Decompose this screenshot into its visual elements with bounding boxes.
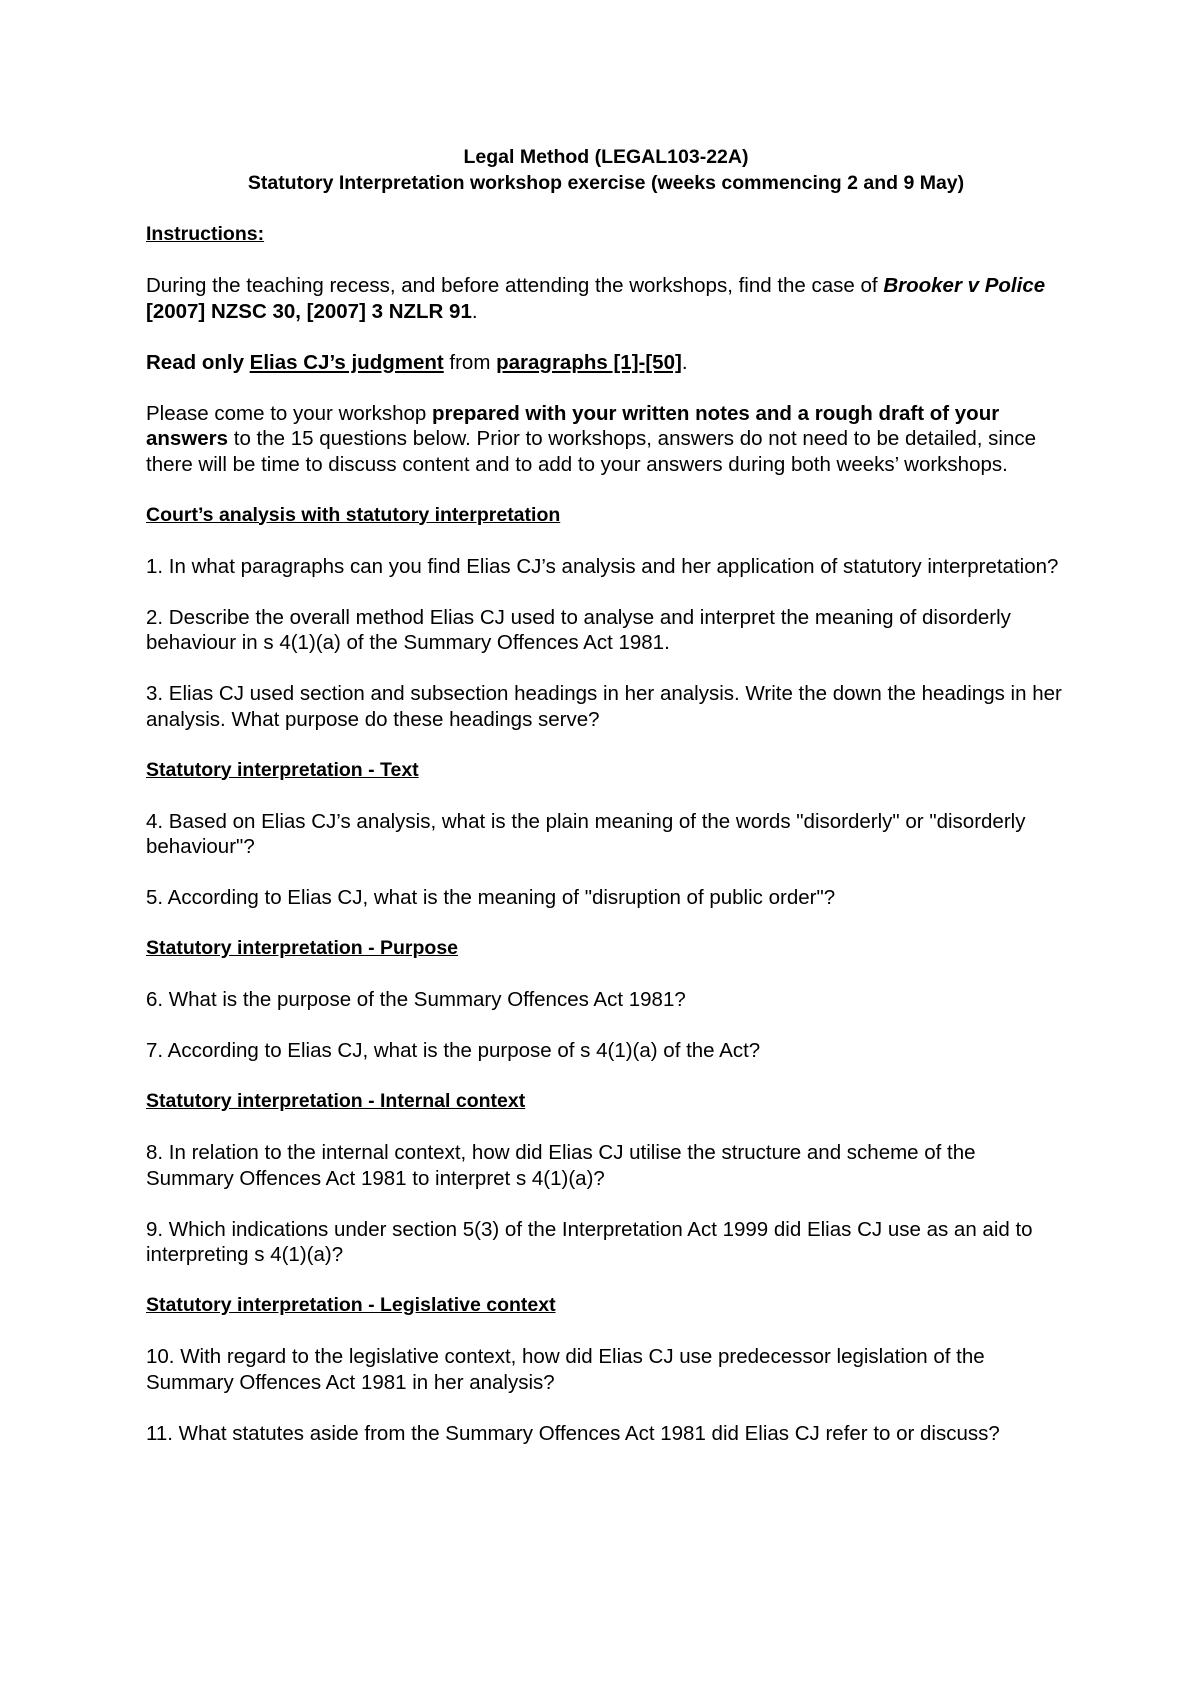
intro-paragraph-case (146, 273, 1066, 324)
preparation-text-end: to the 15 questions below. Prior to workshops, answers do not need to be detailed, since there will be time to discuss content and to add to your answers during both weeks’ workshops. (146, 427, 1037, 476)
question-item: 7. According to Elias CJ, what is the purpose of s 4(1)(a) of the Act? (146, 1039, 761, 1062)
question-item: 9. Which indications under section 5(3) of the Interpretation Act 1999 did Elias CJ use as an aid to interpreting s 4(1)(a)? (146, 1217, 1033, 1266)
question-item: 2. Describe the overall method Elias CJ used to analyse and interpret the meaning of disorderly behaviour in s 4(1)(a) of the Summary Offences Act 1981. (146, 605, 1011, 654)
section-heading-text: Statutory interpretation - Text (146, 758, 419, 781)
section-heading-court-analysis: Court’s analysis with statutory interpretation (146, 503, 561, 526)
intro-paragraph-reading (146, 350, 1066, 376)
intro-text: During the teaching recess, and before attending the workshops, find the case of (146, 274, 884, 297)
preparation-emphasis: prepared with your written notes and a rough draft of your answers (146, 401, 1000, 450)
instructions-heading: Instructions: (146, 223, 265, 245)
intro-end: . (471, 299, 478, 323)
preparation-text-start: Please come to your workshop (146, 401, 432, 425)
question-item: 6. What is the purpose of the Summary Offences Act 1981? (146, 988, 686, 1011)
intro-paragraph-preparation (146, 401, 1066, 478)
read-only-text: Read only (146, 350, 250, 374)
judgment-name: Elias CJ’s judgment (249, 350, 444, 374)
question-item: 8. In relation to the internal context, how did Elias CJ utilise the structure and scheme of the Summary Offences Act 1981 to interpret s 4(1)(a)? (146, 1141, 976, 1190)
question-item: 4. Based on Elias CJ’s analysis, what is the plain meaning of the words "disorderly" or "disorderly behaviour"? (146, 809, 1026, 858)
question-item: 5. According to Elias CJ, what is the meaning of "disruption of public order"? (146, 886, 836, 909)
question-item: 1. In what paragraphs can you find Elias CJ’s analysis and her application of statutory interpretation? (146, 554, 1059, 578)
case-name: Brooker v Police (883, 274, 1046, 297)
reading-end: . (681, 350, 688, 374)
question-item: 11. What statutes aside from the Summary Offences Act 1981 did Elias CJ refer to or discuss? (146, 1421, 1000, 1445)
from-text: from (443, 350, 497, 374)
section-heading-purpose: Statutory interpretation - Purpose (146, 937, 459, 959)
question-item: 3. Elias CJ used section and subsection headings in her analysis. Write the down the headings in her analysis. What purpose do these headings serve? (146, 682, 1062, 731)
course-title: Legal Method (LEGAL103-22A) (463, 146, 749, 168)
case-citation: [2007] NZSC 30, [2007] 3 NZLR 91 (146, 299, 472, 323)
paragraph-range: paragraphs [1]-[50] (496, 350, 682, 374)
document-content (146, 144, 1066, 1472)
document-title (146, 144, 1066, 196)
exercise-title: Statutory Interpretation workshop exercise (weeks commencing 2 and 9 May) (247, 172, 965, 194)
section-heading-internal-context: Statutory interpretation - Internal context (146, 1090, 526, 1112)
question-item: 10. With regard to the legislative context, how did Elias CJ use predecessor legislation of the Summary Offences Act 1981 in her analysis? (146, 1345, 985, 1394)
section-heading-legislative-context: Statutory interpretation - Legislative context (146, 1294, 556, 1316)
